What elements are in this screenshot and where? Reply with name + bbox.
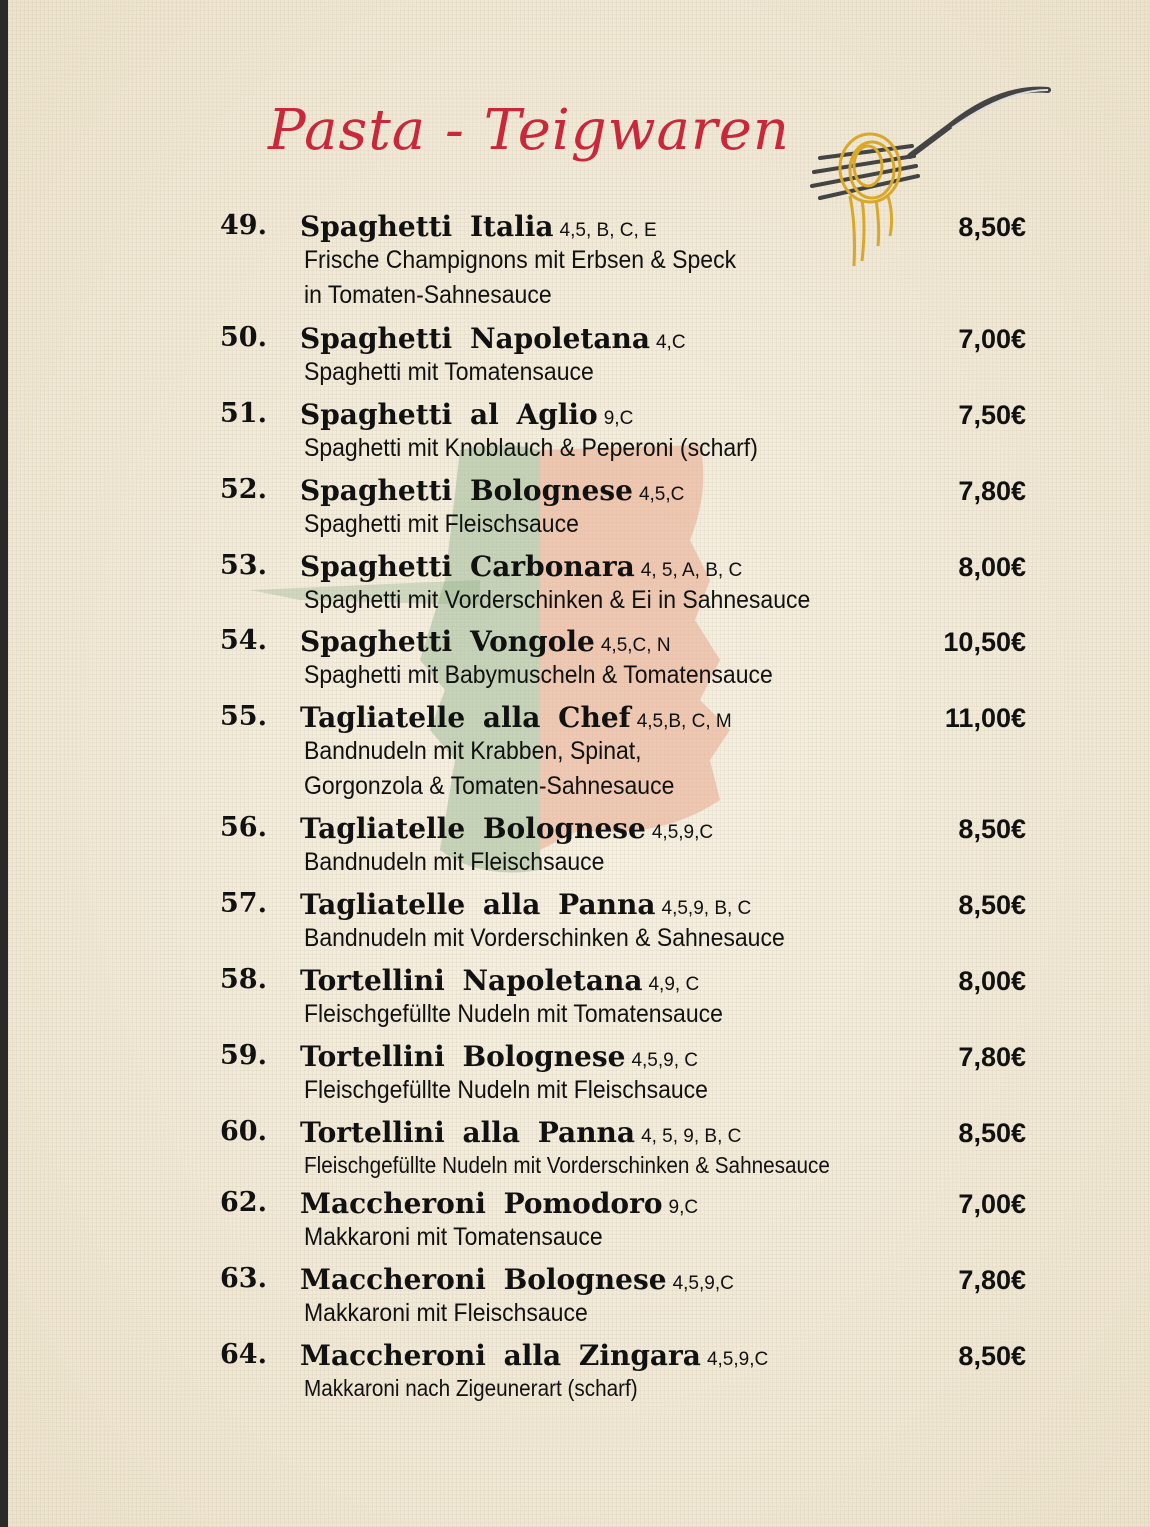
item-description: Makkaroni mit Tomatensauce [304, 1223, 603, 1251]
allergen-codes: 4,5,9, B, C [661, 898, 752, 919]
item-number: 64. [220, 1339, 267, 1370]
item-price: 8,00€ [958, 966, 1026, 996]
item-description: Fleischgefüllte Nudeln mit Tomatensauce [304, 1000, 723, 1028]
item-description: Makkaroni mit Fleischsauce [304, 1299, 588, 1327]
item-description: Spaghetti mit Vorderschinken & Ei in Sahnesauce [304, 586, 811, 614]
item-price: 7,80€ [958, 1265, 1026, 1295]
item-number: 60. [220, 1116, 267, 1147]
item-price: 8,00€ [958, 552, 1026, 582]
item-name: Spaghetti Vongole [300, 625, 595, 658]
item-number: 58. [220, 964, 267, 995]
item-description: Frische Champignons mit Erbsen & Speck [304, 246, 737, 274]
item-name-line [300, 210, 657, 243]
item-price: 8,50€ [958, 814, 1026, 844]
item-description: Bandnudeln mit Vorderschinken & Sahnesauce [304, 924, 785, 952]
item-name-line [300, 474, 684, 507]
allergen-codes: 4,9, C [648, 974, 700, 995]
allergen-codes: 4,5,9,C [706, 1349, 769, 1370]
item-description: Fleischgefüllte Nudeln mit Vorderschinken & Sahnesauce [304, 1152, 830, 1178]
allergen-codes: 4,5,B, C, M [636, 711, 732, 732]
item-name-line [300, 1339, 768, 1372]
item-description: Spaghetti mit Knoblauch & Peperoni (scharf) [304, 434, 758, 462]
item-price: 8,50€ [958, 1118, 1026, 1148]
item-price: 7,80€ [958, 1042, 1026, 1072]
item-name: Spaghetti Bolognese [300, 474, 633, 507]
allergen-codes: 4,5,9,C [651, 822, 714, 843]
item-number: 53. [220, 550, 267, 581]
item-name: Maccheroni Bolognese [300, 1263, 667, 1296]
item-name: Maccheroni alla Zingara [300, 1339, 701, 1372]
item-description: in Tomaten-Sahnesauce [304, 281, 552, 309]
item-name: Spaghetti Napoletana [300, 322, 650, 355]
item-description: Spaghetti mit Fleischsauce [304, 510, 579, 538]
item-name: Tortellini Napoletana [300, 964, 643, 997]
item-name-line [300, 625, 671, 658]
item-description: Gorgonzola & Tomaten-Sahnesauce [304, 772, 675, 800]
item-description: Bandnudeln mit Fleischsauce [304, 848, 605, 876]
item-name-line [300, 701, 732, 734]
item-number: 55. [220, 701, 267, 732]
item-price: 7,00€ [958, 324, 1026, 354]
item-name-line [300, 1040, 698, 1073]
allergen-codes: 4,5,9, C [631, 1050, 698, 1071]
allergen-codes: 4,5, B, C, E [559, 220, 657, 241]
item-price: 7,00€ [958, 1189, 1026, 1219]
item-name-line [300, 888, 751, 921]
allergen-codes: 4, 5, 9, B, C [641, 1126, 742, 1147]
item-number: 57. [220, 888, 267, 919]
item-description: Spaghetti mit Babymuscheln & Tomatensauce [304, 661, 773, 689]
item-description: Makkaroni nach Zigeunerart (scharf) [304, 1375, 638, 1401]
item-number: 59. [220, 1040, 267, 1071]
item-name: Tagliatelle alla Chef [300, 701, 631, 734]
item-number: 52. [220, 474, 267, 505]
item-name-line [300, 964, 699, 997]
item-name-line [300, 1116, 741, 1149]
item-number: 50. [220, 322, 267, 353]
allergen-codes: 4,5,9,C [672, 1273, 734, 1294]
item-description: Bandnudeln mit Krabben, Spinat, [304, 737, 642, 765]
item-name: Tortellini Bolognese [300, 1040, 626, 1073]
item-price: 7,80€ [958, 476, 1026, 506]
item-name: Spaghetti Carbonara [300, 550, 635, 583]
item-number: 63. [220, 1263, 267, 1294]
item-name: Tagliatelle alla Panna [300, 888, 656, 921]
allergen-codes: 4,5,C [638, 484, 685, 505]
item-price: 10,50€ [943, 627, 1026, 657]
item-price: 8,50€ [958, 1341, 1026, 1371]
item-price: 7,50€ [958, 400, 1026, 430]
item-name-line [300, 322, 686, 355]
allergen-codes: 9,C [603, 408, 634, 429]
item-number: 51. [220, 398, 267, 429]
item-name: Maccheroni Pomodoro [300, 1187, 663, 1220]
item-description: Spaghetti mit Tomatensauce [304, 358, 594, 386]
allergen-codes: 4, 5, A, B, C [640, 560, 743, 581]
item-name-line [300, 1187, 698, 1220]
item-number: 54. [220, 625, 267, 656]
item-number: 56. [220, 812, 267, 843]
page-title: Pasta - Teigwaren [268, 98, 790, 163]
item-name: Tagliatelle Bolognese [300, 812, 646, 845]
allergen-codes: 4,C [655, 332, 686, 353]
item-name: Spaghetti al Aglio [300, 398, 598, 431]
item-name-line [300, 550, 742, 583]
item-number: 49. [220, 210, 267, 241]
allergen-codes: 4,5,C, N [600, 635, 671, 656]
item-name: Spaghetti Italia [300, 210, 554, 243]
item-price: 8,50€ [958, 212, 1026, 242]
item-name-line [300, 1263, 734, 1296]
item-price: 11,00€ [944, 703, 1026, 733]
item-name: Tortellini alla Panna [300, 1116, 636, 1149]
item-name-line [300, 398, 633, 431]
item-description: Fleischgefüllte Nudeln mit Fleischsauce [304, 1076, 708, 1104]
item-price: 8,50€ [958, 890, 1026, 920]
item-number: 62. [220, 1187, 267, 1218]
allergen-codes: 9,C [668, 1197, 699, 1218]
item-name-line [300, 812, 713, 845]
